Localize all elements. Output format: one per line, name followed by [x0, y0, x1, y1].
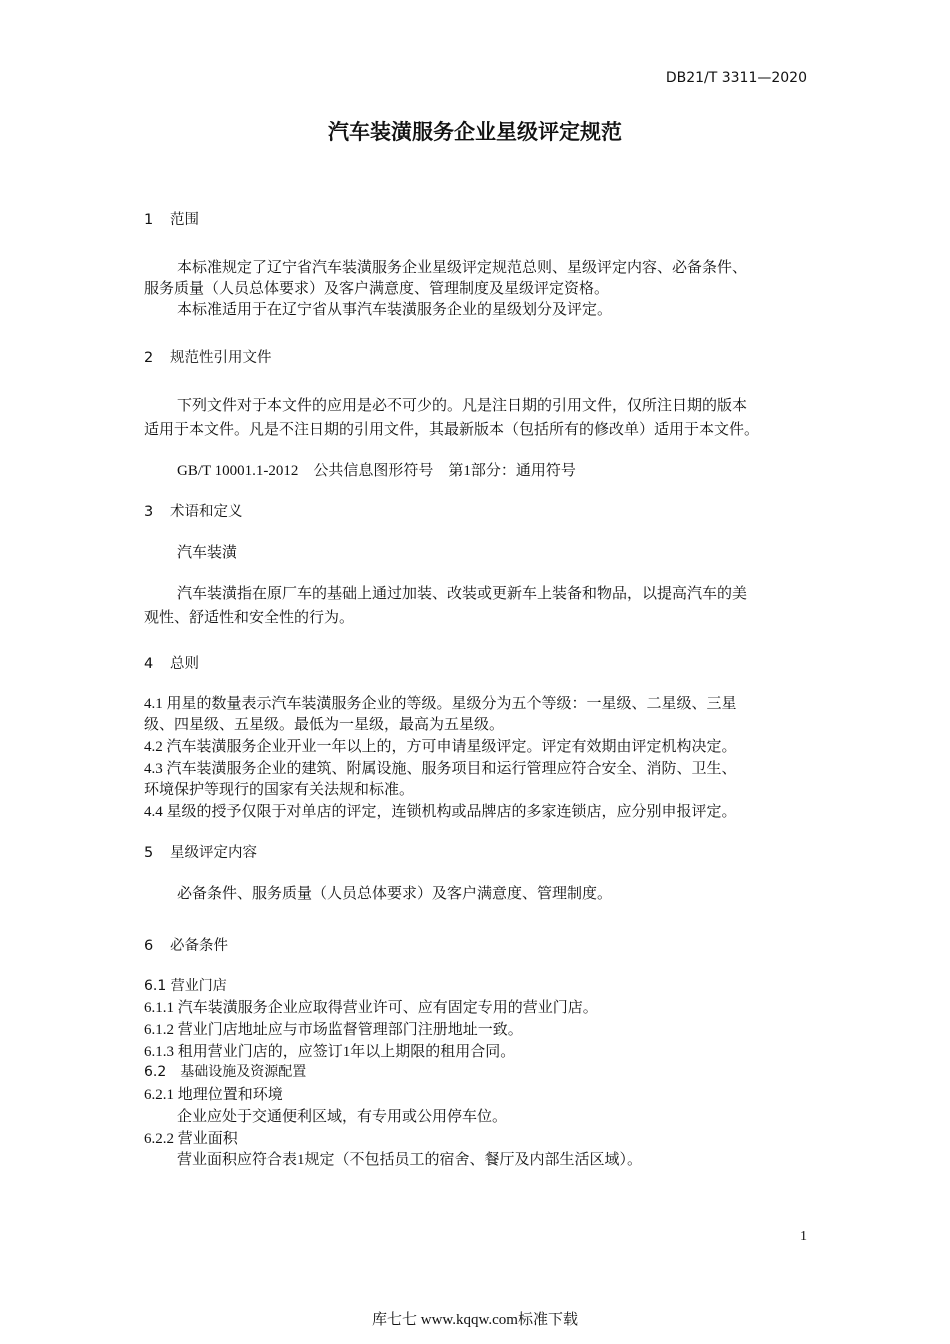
clause-heading: 6.2 基础设施及资源配置 [144, 1064, 307, 1080]
clause-line: 4.4 星级的授予仅限于对单店的评定，连锁机构或品牌店的多家连锁店，应分别申报评定。 [144, 804, 737, 820]
clause-line: 6.2.2 营业面积 [144, 1131, 238, 1147]
normative-reference: GB/T 10001.1-2012 公共信息图形符号 第1部分：通用符号 [177, 463, 576, 479]
section-title: 规范性引用文件 [170, 350, 272, 366]
definition-line: 观性、舒适性和安全性的行为。 [144, 610, 355, 626]
clause-line: 营业面积应符合表1规定（不包括员工的宿舍、餐厅及内部生活区域）。 [177, 1152, 643, 1168]
section-6-heading [144, 934, 228, 955]
section-number: 5 [144, 845, 154, 861]
paragraph-line: 本标准适用于在辽宁省从事汽车装潢服务企业的星级划分及评定。 [177, 302, 613, 318]
section-number: 1 [144, 212, 154, 228]
paragraph-line: 本标准规定了辽宁省汽车装潢服务企业星级评定规范总则、星级评定内容、必备条件、 [177, 260, 748, 276]
clause-line: 4.3 汽车装潢服务企业的建筑、附属设施、服务项目和运行管理应符合安全、消防、卫生、 [144, 761, 737, 777]
section-title: 术语和定义 [170, 504, 243, 520]
clause-line: 4.1 用星的数量表示汽车装潢服务企业的等级。星级分为五个等级：一星级、二星级、三星 [144, 696, 737, 712]
clause-line: 级、四星级、五星级。最低为一星级，最高为五星级。 [144, 717, 505, 733]
website-watermark: 库七七 www.kqqw.com标准下载 [372, 1312, 578, 1328]
clause-line: 环境保护等现行的国家有关法规和标准。 [144, 782, 415, 798]
section-2-heading [144, 346, 272, 367]
paragraph-line: 服务质量（人员总体要求）及客户满意度、管理制度及星级评定资格。 [144, 281, 610, 297]
clause-heading: 6.1 营业门店 [144, 978, 227, 994]
section-title: 总则 [170, 656, 199, 672]
section-number: 6 [144, 938, 154, 954]
section-1-heading [144, 208, 199, 229]
section-title: 星级评定内容 [170, 845, 257, 861]
section-4-heading [144, 652, 199, 673]
clause-line: 6.1.1 汽车装潢服务企业应取得营业许可、应有固定专用的营业门店。 [144, 1000, 598, 1016]
section-number: 4 [144, 656, 154, 672]
section-number: 2 [144, 350, 154, 366]
term: 汽车装潢 [177, 545, 238, 561]
clause-line: 6.1.3 租用营业门店的，应签订1年以上期限的租用合同。 [144, 1044, 516, 1060]
page-number: 1 [800, 1229, 807, 1244]
document-number: DB21/T 3311—2020 [665, 70, 807, 86]
clause-line: 企业应处于交通便利区域，有专用或公用停车位。 [177, 1109, 508, 1125]
section-number: 3 [144, 504, 154, 520]
clause-line: 4.2 汽车装潢服务企业开业一年以上的，方可申请星级评定。评定有效期由评定机构决定。 [144, 739, 737, 755]
paragraph-line: 下列文件对于本文件的应用是必不可少的。凡是注日期的引用文件，仅所注日期的版本 [177, 398, 748, 414]
section-title: 必备条件 [170, 938, 228, 954]
document-title: 汽车装潢服务企业星级评定规范 [328, 120, 622, 144]
clause-line: 6.2.1 地理位置和环境 [144, 1087, 283, 1103]
section-3-heading [144, 500, 243, 521]
section-5-heading [144, 841, 257, 862]
paragraph-line: 适用于本文件。凡是不注日期的引用文件，其最新版本（包括所有的修改单）适用于本文件。 [144, 422, 760, 438]
section-title: 范围 [170, 212, 199, 228]
paragraph-line: 必备条件、服务质量（人员总体要求）及客户满意度、管理制度。 [177, 886, 613, 902]
definition-line: 汽车装潢指在原厂车的基础上通过加装、改装或更新车上装备和物品，以提高汽车的美 [177, 586, 748, 602]
clause-line: 6.1.2 营业门店地址应与市场监督管理部门注册地址一致。 [144, 1022, 523, 1038]
